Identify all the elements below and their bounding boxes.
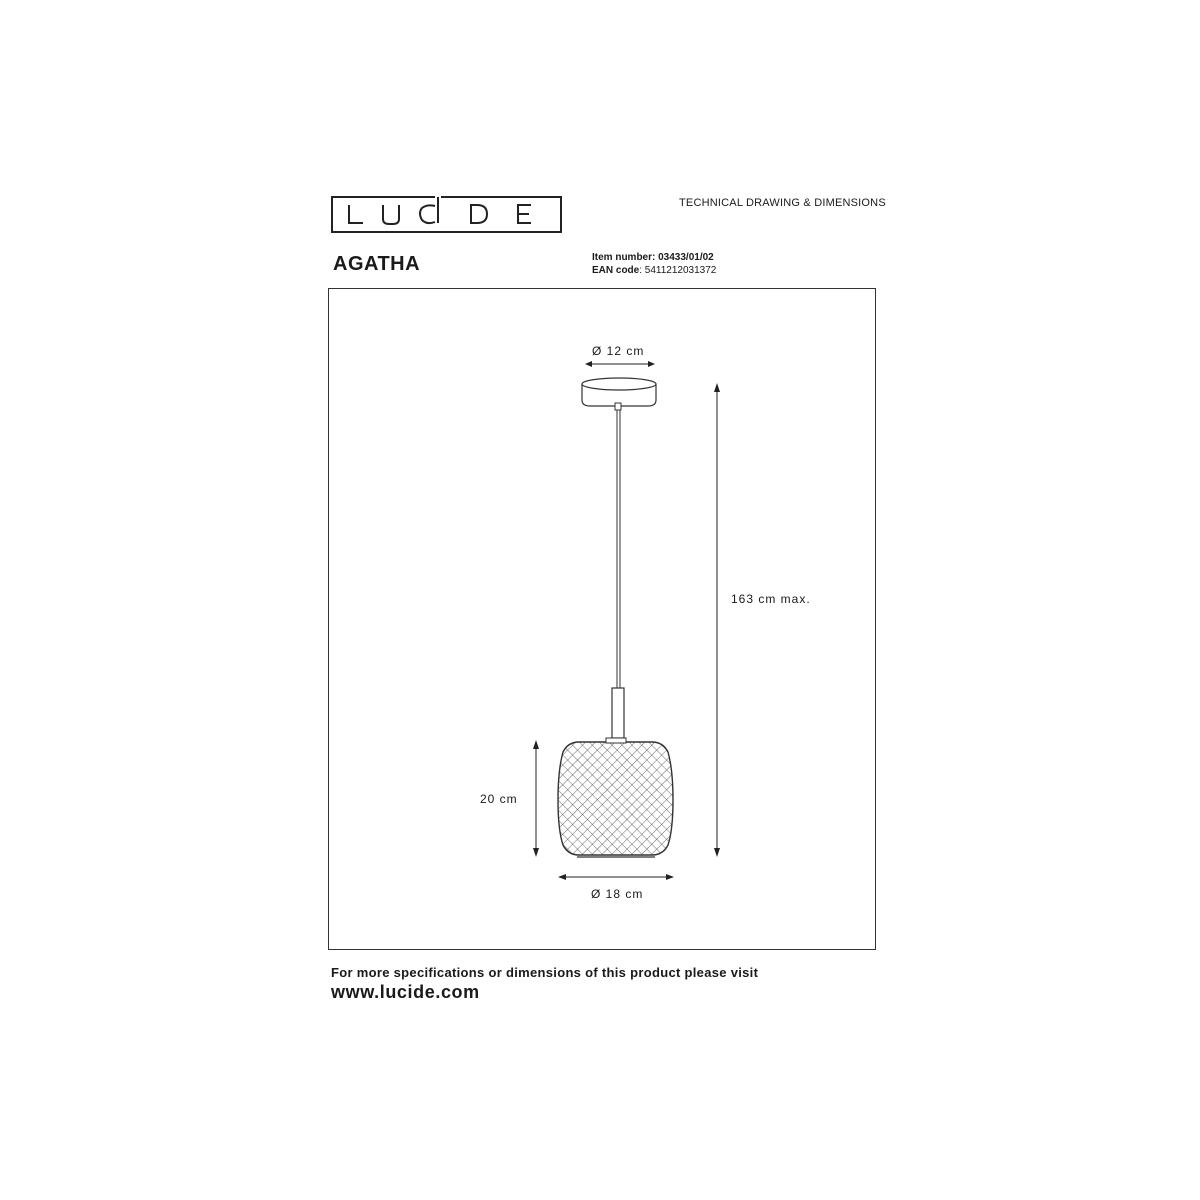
footer-note: For more specifications or dimensions of this product please visit <box>331 965 759 980</box>
ceiling-canopy <box>582 378 656 410</box>
mesh-shade <box>555 738 677 858</box>
ean-label: EAN code <box>592 265 640 276</box>
shade-height-label: 20 cm <box>480 792 518 806</box>
shade-height-dimension <box>533 740 539 857</box>
document-type: TECHNICAL DRAWING & DIMENSIONS <box>679 197 886 209</box>
total-height-label: 163 cm max. <box>731 592 811 606</box>
item-number-value: 03433/01/02 <box>658 252 714 263</box>
total-height-dimension <box>714 383 720 857</box>
product-name: AGATHA <box>333 253 421 275</box>
canopy-diameter-label: Ø 12 cm <box>592 344 645 358</box>
shade-diameter-label: Ø 18 cm <box>591 887 644 901</box>
lamp-holder <box>612 688 624 738</box>
item-number-label: Item number: <box>592 252 656 263</box>
suspension-cable <box>617 410 620 688</box>
canopy-diameter-dimension <box>585 361 655 367</box>
website-link[interactable]: www.lucide.com <box>331 982 480 1002</box>
shade-diameter-dimension <box>558 874 674 880</box>
ean-value: : 5411212031372 <box>639 265 717 276</box>
